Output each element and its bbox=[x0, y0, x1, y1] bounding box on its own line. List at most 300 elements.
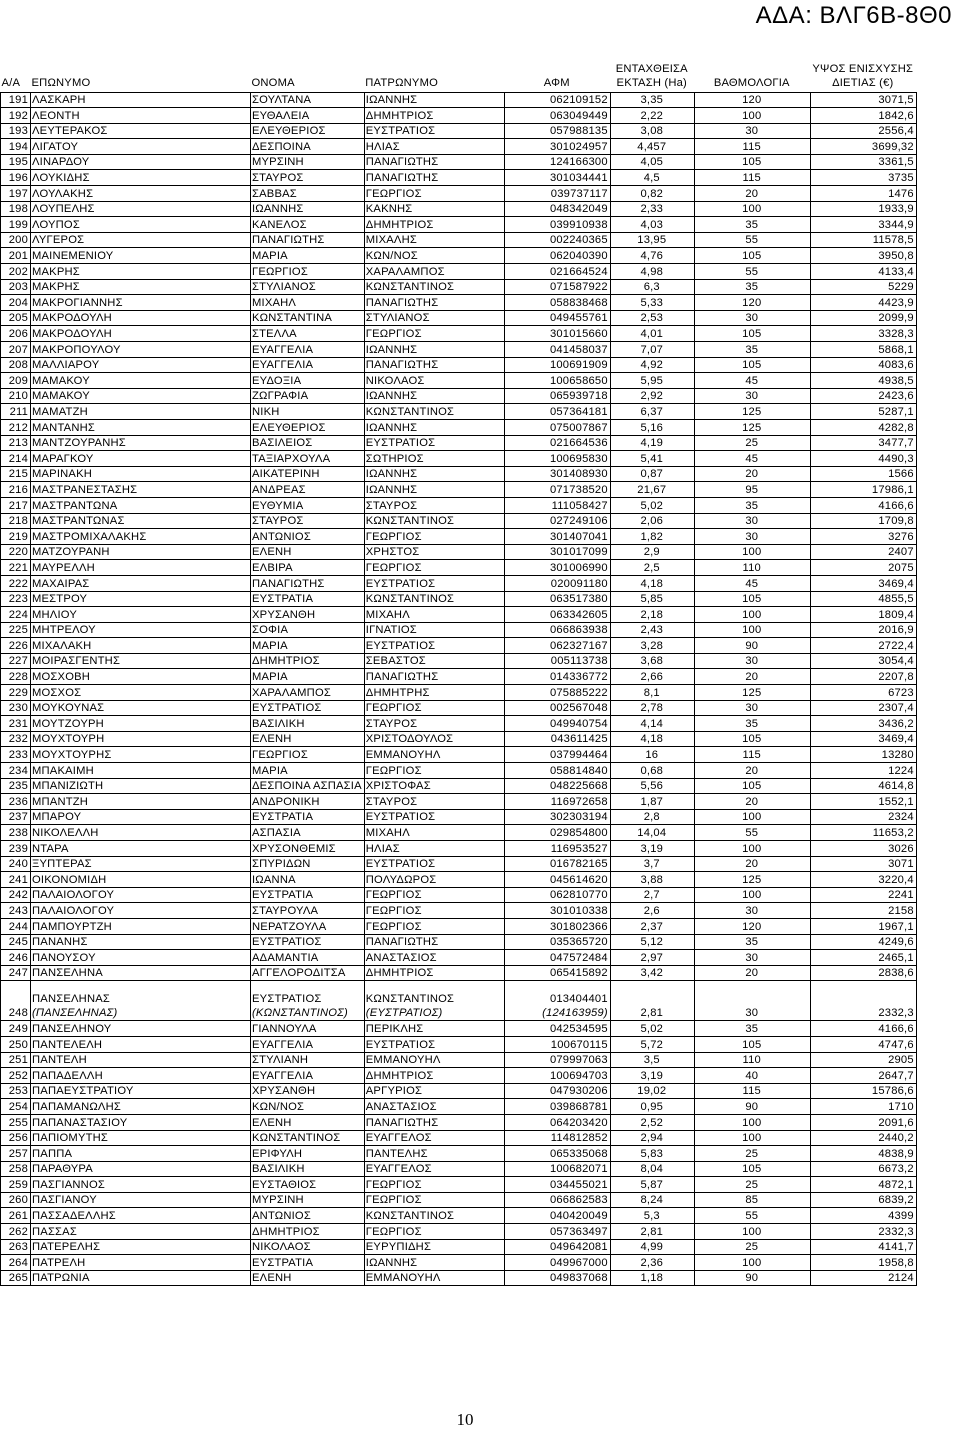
cell-aa: 221 bbox=[1, 560, 31, 576]
cell-aa: 191 bbox=[1, 92, 31, 108]
cell-afm: 040420049 bbox=[504, 1208, 610, 1224]
cell-afm: 301006990 bbox=[504, 560, 610, 576]
cell-patronymo: ΠΑΝΑΓΙΩΤΗΣ bbox=[364, 1114, 504, 1130]
table-row bbox=[1, 544, 917, 560]
cell-onoma: ΕΥΣΤΡΑΤΙΟΣ bbox=[251, 700, 365, 716]
cell-eponymo: ΠΑΤΕΡΕΛΗΣ bbox=[31, 1239, 251, 1255]
cell-aa: 232 bbox=[1, 731, 31, 747]
cell-vathmologia: 45 bbox=[694, 451, 810, 467]
cell-patronymo: ΔΗΜΗΤΡΗΣ bbox=[364, 685, 504, 701]
cell-afm: 047930206 bbox=[504, 1083, 610, 1099]
cell-afm: 063049449 bbox=[504, 108, 610, 124]
cell-vathmologia: 105 bbox=[694, 154, 810, 170]
cell-vathmologia: 120 bbox=[694, 92, 810, 108]
cell-eponymo: ΜΗΤΡΕΛΟΥ bbox=[31, 622, 251, 638]
cell-ypsos: 3026 bbox=[810, 841, 916, 857]
cell-patronymo: ΗΛΙΑΣ bbox=[364, 841, 504, 857]
cell-aa: 195 bbox=[1, 154, 31, 170]
table-row bbox=[1, 466, 917, 482]
cell-ypsos: 4282,8 bbox=[810, 419, 916, 435]
cell-aa: 200 bbox=[1, 232, 31, 248]
cell-ektasi: 5,3 bbox=[610, 1208, 694, 1224]
cell-patronymo: ΚΩΝΣΤΑΝΤΙΝΟΣ bbox=[364, 279, 504, 295]
cell-onoma: ΕΥΑΓΓΕΛΙΑ bbox=[251, 357, 365, 373]
cell-patronymo: ΠΑΝΑΓΙΩΤΗΣ bbox=[364, 295, 504, 311]
table-row bbox=[1, 622, 917, 638]
cell-patronymo: ΕΜΜΑΝΟΥΗΛ bbox=[364, 1270, 504, 1286]
cell-eponymo: ΜΑΣΤΡΑΝΤΩΝΑ bbox=[31, 497, 251, 513]
cell-vathmologia: 100 bbox=[694, 809, 810, 825]
cell-aa: 255 bbox=[1, 1114, 31, 1130]
cell-onoma: ΕΛΕΝΗ bbox=[251, 1114, 365, 1130]
cell-eponymo: ΜΑΙΝΕΜΕΝΙΟΥ bbox=[31, 248, 251, 264]
cell-vathmologia: 20 bbox=[694, 856, 810, 872]
cell-patronymo: ΕΜΜΑΝΟΥΗΛ bbox=[364, 1052, 504, 1068]
cell-onoma: ΕΡΙΦΥΛΗ bbox=[251, 1146, 365, 1162]
cell-eponymo: ΠΑΠΠΑ bbox=[31, 1146, 251, 1162]
cell-afm: 301024957 bbox=[504, 139, 610, 155]
table-row bbox=[1, 1224, 917, 1240]
cell-aa: 257 bbox=[1, 1146, 31, 1162]
table-row bbox=[1, 607, 917, 623]
cell-afm: 049837068 bbox=[504, 1270, 610, 1286]
cell-ektasi: 5,87 bbox=[610, 1177, 694, 1193]
cell-ypsos: 2905 bbox=[810, 1052, 916, 1068]
cell-onoma: ΧΡΥΣΑΝΘΗ bbox=[251, 607, 365, 623]
cell-eponymo: ΠΑΣΓΙΑΝΟΥ bbox=[31, 1192, 251, 1208]
cell-ektasi: 0,87 bbox=[610, 466, 694, 482]
cell-eponymo: ΛΙΓΑΤΟΥ bbox=[31, 139, 251, 155]
cell-patronymo: ΣΤΑΥΡΟΣ bbox=[364, 497, 504, 513]
cell-patronymo: ΧΡΗΣΤΟΣ bbox=[364, 544, 504, 560]
cell-aa: 235 bbox=[1, 778, 31, 794]
cell-patronymo: ΔΗΜΗΤΡΙΟΣ bbox=[364, 108, 504, 124]
cell-onoma: ΔΗΜΗΤΡΙΟΣ bbox=[251, 653, 365, 669]
table-row bbox=[1, 482, 917, 498]
cell-patronymo: ΙΩΑΝΝΗΣ bbox=[364, 466, 504, 482]
table-row bbox=[1, 139, 917, 155]
cell-ektasi: 5,72 bbox=[610, 1036, 694, 1052]
cell-ektasi: 0,68 bbox=[610, 763, 694, 779]
table-row bbox=[1, 887, 917, 903]
cell-onoma: ΝΙΚΗ bbox=[251, 404, 365, 420]
cell-ypsos: 1809,4 bbox=[810, 607, 916, 623]
cell-aa: 194 bbox=[1, 139, 31, 155]
cell-aa: 260 bbox=[1, 1192, 31, 1208]
cell-onoma: ΕΛΕΝΗ bbox=[251, 544, 365, 560]
cell-patronymo: ΕΥΣΤΡΑΤΙΟΣ bbox=[364, 575, 504, 591]
cell-patronymo: ΔΗΜΗΤΡΙΟΣ bbox=[364, 1068, 504, 1084]
cell-aa: 204 bbox=[1, 295, 31, 311]
cell-eponymo-primary: ΠΑΝΣΕΛΗΝΑΣ bbox=[32, 993, 111, 1006]
cell-aa: 242 bbox=[1, 887, 31, 903]
cell-onoma: ΣΠΥΡΙΔΩΝ bbox=[251, 856, 365, 872]
cell-ektasi: 3,35 bbox=[610, 92, 694, 108]
cell-ektasi: 2,81 bbox=[610, 981, 694, 1021]
table-row bbox=[1, 1192, 917, 1208]
cell-aa: 207 bbox=[1, 342, 31, 358]
table-row bbox=[1, 747, 917, 763]
cell-patronymo: ΠΑΝΑΓΙΩΤΗΣ bbox=[364, 170, 504, 186]
cell-vathmologia: 45 bbox=[694, 373, 810, 389]
cell-afm: 062040390 bbox=[504, 248, 610, 264]
cell-afm bbox=[504, 981, 610, 1021]
cell-vathmologia: 30 bbox=[694, 388, 810, 404]
cell-patronymo: ΕΥΣΤΡΑΤΙΟΣ bbox=[364, 856, 504, 872]
cell-eponymo: ΠΑΝΑΝΗΣ bbox=[31, 934, 251, 950]
cell-afm: 034455021 bbox=[504, 1177, 610, 1193]
cell-aa: 234 bbox=[1, 763, 31, 779]
cell-afm: 047572484 bbox=[504, 950, 610, 966]
table-row bbox=[1, 685, 917, 701]
cell-patronymo: ΜΙΧΑΛΗΣ bbox=[364, 232, 504, 248]
cell-eponymo: ΠΑΡΑΘΥΡΑ bbox=[31, 1161, 251, 1177]
cell-aa: 246 bbox=[1, 950, 31, 966]
cell-onoma: ΧΡΥΣΑΝΘΗ bbox=[251, 1083, 365, 1099]
cell-afm: 071738520 bbox=[504, 482, 610, 498]
cell-afm: 041458037 bbox=[504, 342, 610, 358]
cell-afm: 048225668 bbox=[504, 778, 610, 794]
cell-afm: 027249106 bbox=[504, 513, 610, 529]
cell-ypsos: 4141,7 bbox=[810, 1239, 916, 1255]
cell-vathmologia: 30 bbox=[694, 123, 810, 139]
cell-ypsos: 3054,4 bbox=[810, 653, 916, 669]
cell-ypsos: 2307,4 bbox=[810, 700, 916, 716]
cell-patronymo: ΑΡΓΥΡΙΟΣ bbox=[364, 1083, 504, 1099]
cell-patronymo: ΓΕΩΡΓΙΟΣ bbox=[364, 1224, 504, 1240]
cell-afm: 301017099 bbox=[504, 544, 610, 560]
cell-ektasi: 5,02 bbox=[610, 1021, 694, 1037]
cell-afm: 100691909 bbox=[504, 357, 610, 373]
table-row bbox=[1, 638, 917, 654]
cell-ektasi: 19,02 bbox=[610, 1083, 694, 1099]
cell-ypsos: 4166,6 bbox=[810, 1021, 916, 1037]
cell-aa: 237 bbox=[1, 809, 31, 825]
cell-ektasi: 2,06 bbox=[610, 513, 694, 529]
cell-ypsos: 3328,3 bbox=[810, 326, 916, 342]
cell-vathmologia: 45 bbox=[694, 575, 810, 591]
cell-afm: 100658650 bbox=[504, 373, 610, 389]
cell-patronymo: ΓΕΩΡΓΙΟΣ bbox=[364, 560, 504, 576]
table-row bbox=[1, 669, 917, 685]
cell-eponymo: ΛΟΥΠΕΛΗΣ bbox=[31, 201, 251, 217]
cell-ektasi: 2,5 bbox=[610, 560, 694, 576]
cell-ypsos: 3220,4 bbox=[810, 872, 916, 888]
cell-ektasi: 5,41 bbox=[610, 451, 694, 467]
cell-ypsos: 2465,1 bbox=[810, 950, 916, 966]
cell-aa: 224 bbox=[1, 607, 31, 623]
cell-afm: 075885222 bbox=[504, 685, 610, 701]
cell-onoma: ΧΑΡΑΛΑΜΠΟΣ bbox=[251, 685, 365, 701]
cell-ypsos: 2324 bbox=[810, 809, 916, 825]
cell-ektasi: 4,18 bbox=[610, 731, 694, 747]
cell-afm: 048342049 bbox=[504, 201, 610, 217]
cell-ektasi: 4,01 bbox=[610, 326, 694, 342]
table-row bbox=[1, 419, 917, 435]
cell-patronymo: ΓΕΩΡΓΙΟΣ bbox=[364, 763, 504, 779]
cell-patronymo: ΑΝΑΣΤΑΣΙΟΣ bbox=[364, 950, 504, 966]
cell-ypsos: 2332,3 bbox=[810, 1224, 916, 1240]
cell-ektasi: 14,04 bbox=[610, 825, 694, 841]
cell-afm: 063342605 bbox=[504, 607, 610, 623]
cell-ypsos: 4838,9 bbox=[810, 1146, 916, 1162]
cell-vathmologia: 30 bbox=[694, 903, 810, 919]
cell-ektasi: 5,83 bbox=[610, 1146, 694, 1162]
cell-ektasi: 3,08 bbox=[610, 123, 694, 139]
cell-ypsos: 1224 bbox=[810, 763, 916, 779]
cell-patronymo: ΠΑΝΤΕΛΗΣ bbox=[364, 1146, 504, 1162]
cell-ektasi: 21,67 bbox=[610, 482, 694, 498]
table-row bbox=[1, 497, 917, 513]
cell-aa: 201 bbox=[1, 248, 31, 264]
cell-patronymo: ΕΥΣΤΡΑΤΙΟΣ bbox=[364, 435, 504, 451]
cell-eponymo: ΠΑΤΡΕΛΗ bbox=[31, 1255, 251, 1271]
cell-ypsos: 2647,7 bbox=[810, 1068, 916, 1084]
cell-ypsos: 2075 bbox=[810, 560, 916, 576]
cell-patronymo: ΕΥΣΤΡΑΤΙΟΣ bbox=[364, 1036, 504, 1052]
cell-patronymo: ΚΑΚΝΗΣ bbox=[364, 201, 504, 217]
cell-ypsos: 2091,6 bbox=[810, 1114, 916, 1130]
cell-onoma: ΣΟΥΛΤΑΝΑ bbox=[251, 92, 365, 108]
cell-ypsos: 3344,9 bbox=[810, 217, 916, 233]
page-number: 10 bbox=[456, 1410, 474, 1429]
cell-vathmologia: 35 bbox=[694, 217, 810, 233]
cell-aa: 196 bbox=[1, 170, 31, 186]
table-row bbox=[1, 264, 917, 280]
cell-eponymo: ΠΑΛΑΙΟΛΟΓΟΥ bbox=[31, 887, 251, 903]
cell-afm: 020091180 bbox=[504, 575, 610, 591]
cell-ypsos: 2241 bbox=[810, 887, 916, 903]
cell-afm-secondary: (124163959) bbox=[542, 1007, 608, 1020]
cell-vathmologia: 20 bbox=[694, 794, 810, 810]
cell-ektasi: 2,53 bbox=[610, 310, 694, 326]
table-row bbox=[1, 154, 917, 170]
cell-ypsos: 1933,9 bbox=[810, 201, 916, 217]
cell-onoma: ΠΑΝΑΓΙΩΤΗΣ bbox=[251, 575, 365, 591]
cell-ypsos: 3071,5 bbox=[810, 92, 916, 108]
cell-onoma: ΚΩΝΣΤΑΝΤΙΝΟΣ bbox=[251, 1130, 365, 1146]
cell-vathmologia: 30 bbox=[694, 529, 810, 545]
cell-afm: 116972658 bbox=[504, 794, 610, 810]
cell-onoma bbox=[251, 981, 365, 1021]
cell-aa: 228 bbox=[1, 669, 31, 685]
cell-aa: 219 bbox=[1, 529, 31, 545]
table-row bbox=[1, 1099, 917, 1115]
table-row bbox=[1, 825, 917, 841]
cell-vathmologia: 30 bbox=[694, 950, 810, 966]
cell-eponymo: ΠΑΝΤΕΛΕΛΗ bbox=[31, 1036, 251, 1052]
cell-eponymo: ΜΑΚΡΟΔΟΥΛΗ bbox=[31, 310, 251, 326]
cell-aa: 256 bbox=[1, 1130, 31, 1146]
cell-eponymo: ΜΑΥΡΕΛΛΗ bbox=[31, 560, 251, 576]
cell-onoma: ΔΕΣΠΟΙΝΑ ΑΣΠΑΣΙΑ bbox=[251, 778, 365, 794]
cell-afm: 002240365 bbox=[504, 232, 610, 248]
cell-onoma: ΣΤΕΛΛΑ bbox=[251, 326, 365, 342]
table-row bbox=[1, 903, 917, 919]
cell-eponymo: ΠΑΠΑΜΑΝΩΛΗΣ bbox=[31, 1099, 251, 1115]
cell-eponymo: ΜΑΜΑΚΟΥ bbox=[31, 388, 251, 404]
cell-ypsos: 5868,1 bbox=[810, 342, 916, 358]
cell-eponymo: ΜΑΜΑΚΟΥ bbox=[31, 373, 251, 389]
cell-aa: 205 bbox=[1, 310, 31, 326]
cell-onoma: ΣΤΑΥΡΟΥΛΑ bbox=[251, 903, 365, 919]
cell-afm: 116953527 bbox=[504, 841, 610, 857]
cell-afm: 301010338 bbox=[504, 903, 610, 919]
cell-ypsos: 15786,6 bbox=[810, 1083, 916, 1099]
table-row bbox=[1, 841, 917, 857]
cell-onoma: ΕΛΕΥΘΕΡΙΟΣ bbox=[251, 419, 365, 435]
cell-vathmologia: 55 bbox=[694, 264, 810, 280]
cell-ektasi: 4,5 bbox=[610, 170, 694, 186]
cell-eponymo: ΜΙΧΑΛΑΚΗ bbox=[31, 638, 251, 654]
cell-ypsos: 3071 bbox=[810, 856, 916, 872]
table-row bbox=[1, 575, 917, 591]
cell-onoma: ΕΛΕΝΗ bbox=[251, 731, 365, 747]
cell-afm: 049967000 bbox=[504, 1255, 610, 1271]
cell-vathmologia: 100 bbox=[694, 1255, 810, 1271]
table-row bbox=[1, 981, 917, 1021]
cell-ypsos: 3276 bbox=[810, 529, 916, 545]
table-row bbox=[1, 934, 917, 950]
cell-patronymo: ΕΥΣΤΡΑΤΙΟΣ bbox=[364, 123, 504, 139]
cell-onoma: ΓΙΑΝΝΟΥΛΑ bbox=[251, 1021, 365, 1037]
cell-vathmologia: 115 bbox=[694, 747, 810, 763]
cell-vathmologia: 100 bbox=[694, 607, 810, 623]
cell-patronymo: ΧΡΙΣΤΟΦΑΣ bbox=[364, 778, 504, 794]
cell-ektasi: 4,457 bbox=[610, 139, 694, 155]
cell-onoma: ΕΛΒΙΡΑ bbox=[251, 560, 365, 576]
cell-aa: 253 bbox=[1, 1083, 31, 1099]
cell-onoma: ΙΩΑΝΝΑ bbox=[251, 872, 365, 888]
cell-aa: 212 bbox=[1, 419, 31, 435]
cell-aa: 261 bbox=[1, 1208, 31, 1224]
cell-ypsos: 6723 bbox=[810, 685, 916, 701]
cell-aa: 241 bbox=[1, 872, 31, 888]
cell-onoma: ΕΥΑΓΓΕΛΙΑ bbox=[251, 1036, 365, 1052]
cell-ektasi: 4,14 bbox=[610, 716, 694, 732]
cell-ypsos: 2722,4 bbox=[810, 638, 916, 654]
table-row bbox=[1, 1208, 917, 1224]
table-row bbox=[1, 123, 917, 139]
cell-onoma: ΒΑΣΙΛΕΙΟΣ bbox=[251, 435, 365, 451]
cell-aa: 208 bbox=[1, 357, 31, 373]
cell-ektasi: 2,66 bbox=[610, 669, 694, 685]
cell-vathmologia: 105 bbox=[694, 731, 810, 747]
cell-ektasi: 2,78 bbox=[610, 700, 694, 716]
cell-afm: 045614620 bbox=[504, 872, 610, 888]
cell-ypsos: 4083,6 bbox=[810, 357, 916, 373]
cell-vathmologia: 20 bbox=[694, 466, 810, 482]
cell-ypsos: 4855,5 bbox=[810, 591, 916, 607]
cell-aa: 250 bbox=[1, 1036, 31, 1052]
cell-ypsos: 4747,6 bbox=[810, 1036, 916, 1052]
cell-eponymo: ΛΑΣΚΑΡΗ bbox=[31, 92, 251, 108]
cell-onoma: ΑΝΤΩΝΙΟΣ bbox=[251, 529, 365, 545]
table-row bbox=[1, 700, 917, 716]
cell-patronymo: ΕΜΜΑΝΟΥΗΛ bbox=[364, 747, 504, 763]
cell-patronymo: ΠΑΝΑΓΙΩΤΗΣ bbox=[364, 669, 504, 685]
cell-onoma: ΚΩΝ/ΝΟΣ bbox=[251, 1099, 365, 1115]
cell-ypsos: 2407 bbox=[810, 544, 916, 560]
table-row bbox=[1, 778, 917, 794]
table-row bbox=[1, 1239, 917, 1255]
cell-ypsos: 2158 bbox=[810, 903, 916, 919]
cell-afm: 039910938 bbox=[504, 217, 610, 233]
cell-onoma: ΕΥΣΤΡΑΤΙΑ bbox=[251, 591, 365, 607]
cell-onoma: ΙΩΑΝΝΗΣ bbox=[251, 201, 365, 217]
cell-afm: 057363497 bbox=[504, 1224, 610, 1240]
cell-ypsos: 3469,4 bbox=[810, 731, 916, 747]
cell-afm: 301408930 bbox=[504, 466, 610, 482]
cell-afm: 100695830 bbox=[504, 451, 610, 467]
cell-aa: 263 bbox=[1, 1239, 31, 1255]
cell-eponymo: ΜΑΚΡΗΣ bbox=[31, 264, 251, 280]
cell-onoma: ΕΥΔΟΞΙΑ bbox=[251, 373, 365, 389]
cell-vathmologia: 35 bbox=[694, 934, 810, 950]
cell-onoma: ΒΑΣΙΛΙΚΗ bbox=[251, 716, 365, 732]
cell-aa: 193 bbox=[1, 123, 31, 139]
cell-eponymo: ΛΟΥΚΙΔΗΣ bbox=[31, 170, 251, 186]
cell-afm: 100694703 bbox=[504, 1068, 610, 1084]
cell-eponymo: ΟΙΚΟΝΟΜΙΔΗ bbox=[31, 872, 251, 888]
cell-afm: 049940754 bbox=[504, 716, 610, 732]
cell-onoma: ΚΩΝΣΤΑΝΤΙΝΑ bbox=[251, 310, 365, 326]
cell-onoma: ΜΑΡΙΑ bbox=[251, 638, 365, 654]
cell-afm: 071587922 bbox=[504, 279, 610, 295]
cell-eponymo: ΛΥΓΕΡΟΣ bbox=[31, 232, 251, 248]
cell-eponymo: ΜΑΜΑΤΖΗ bbox=[31, 404, 251, 420]
cell-ektasi: 3,19 bbox=[610, 841, 694, 857]
cell-ektasi: 3,68 bbox=[610, 653, 694, 669]
cell-onoma: ΕΥΣΤΡΑΤΙΑ bbox=[251, 1255, 365, 1271]
cell-aa: 227 bbox=[1, 653, 31, 669]
cell-ypsos: 3436,2 bbox=[810, 716, 916, 732]
cell-eponymo: ΛΕΟΝΤΗ bbox=[31, 108, 251, 124]
cell-ektasi: 7,07 bbox=[610, 342, 694, 358]
cell-patronymo: ΗΛΙΑΣ bbox=[364, 139, 504, 155]
cell-afm: 301034441 bbox=[504, 170, 610, 186]
cell-vathmologia: 85 bbox=[694, 1192, 810, 1208]
cell-eponymo: ΜΕΣΤΡΟΥ bbox=[31, 591, 251, 607]
cell-ektasi: 3,7 bbox=[610, 856, 694, 872]
table-row bbox=[1, 217, 917, 233]
cell-onoma: ΑΣΠΑΣΙΑ bbox=[251, 825, 365, 841]
cell-eponymo: ΜΠΑΝΤΖΗ bbox=[31, 794, 251, 810]
cell-ektasi: 2,52 bbox=[610, 1114, 694, 1130]
cell-afm: 064203420 bbox=[504, 1114, 610, 1130]
cell-vathmologia: 100 bbox=[694, 544, 810, 560]
cell-eponymo: ΜΑΝΤΖΟΥΡΑΝΗΣ bbox=[31, 435, 251, 451]
cell-afm: 002567048 bbox=[504, 700, 610, 716]
cell-eponymo: ΞΥΠΤΕΡΑΣ bbox=[31, 856, 251, 872]
cell-patronymo: ΕΥΑΓΓΕΛΟΣ bbox=[364, 1161, 504, 1177]
cell-ypsos: 2124 bbox=[810, 1270, 916, 1286]
cell-vathmologia: 35 bbox=[694, 716, 810, 732]
cell-onoma: ΜΥΡΣΙΝΗ bbox=[251, 154, 365, 170]
cell-eponymo-secondary: (ΠΑΝΣΕΛΗΝΑΣ) bbox=[32, 1007, 118, 1020]
cell-aa: 254 bbox=[1, 1099, 31, 1115]
cell-afm: 029854800 bbox=[504, 825, 610, 841]
cell-patronymo: ΚΩΝΣΤΑΝΤΙΝΟΣ bbox=[364, 404, 504, 420]
cell-onoma: ΔΕΣΠΟΙΝΑ bbox=[251, 139, 365, 155]
table-row bbox=[1, 295, 917, 311]
cell-afm: 066863938 bbox=[504, 622, 610, 638]
cell-patronymo: ΧΑΡΑΛΑΜΠΟΣ bbox=[364, 264, 504, 280]
cell-ypsos: 4490,3 bbox=[810, 451, 916, 467]
cell-eponymo: ΜΟΥΚΟΥΝΑΣ bbox=[31, 700, 251, 716]
cell-ypsos: 2016,9 bbox=[810, 622, 916, 638]
cell-eponymo: ΠΑΣΓΙΑΝΝΟΣ bbox=[31, 1177, 251, 1193]
